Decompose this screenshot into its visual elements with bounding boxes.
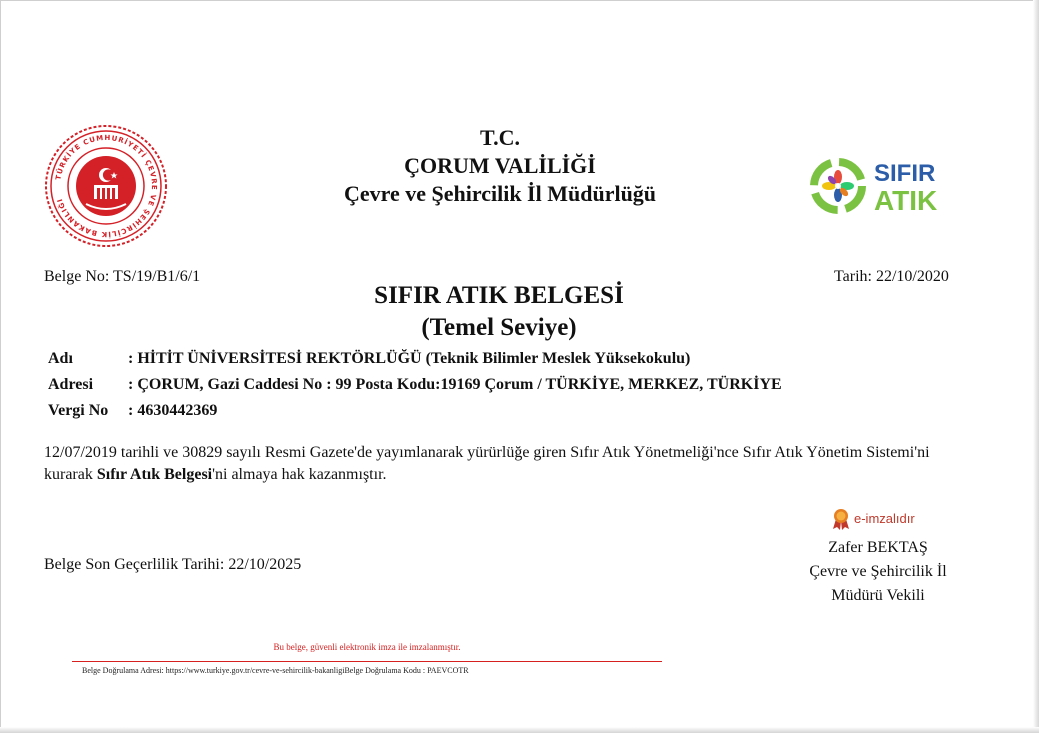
info-label: Vergi No (48, 402, 109, 419)
statement-text-end: 'ni almaya hak kazanmıştır. (212, 466, 387, 483)
header-governorship: ÇORUM VALİLİĞİ (404, 153, 596, 178)
validity-date: Belge Son Geçerlilik Tarihi: 22/10/2025 (44, 556, 302, 573)
certificate-title-main: SIFIR ATIK BELGESİ (374, 282, 624, 309)
header-directorate: Çevre ve Şehircilik İl Müdürlüğü (343, 181, 657, 206)
award-ribbon-icon (832, 508, 850, 530)
signer-title: Çevre ve Şehircilik İl (809, 563, 947, 580)
info-row-address (48, 372, 782, 398)
svg-text:ATIK: ATIK (874, 185, 938, 216)
info-row-tax-number (48, 398, 782, 424)
e-signature-badge (832, 508, 915, 530)
sifir-atik-logo (804, 150, 954, 222)
info-value: : ÇORUM, Gazi Caddesi No : 99 Posta Kodu:19169 Çorum / TÜRKİYE, MERKEZ, TÜRKİYE (128, 376, 782, 393)
signer-name: Zafer BEKTAŞ (828, 539, 928, 556)
e-signature-label: e-imzalıdır (854, 511, 915, 526)
document-number: Belge No: TS/19/B1/6/1 (44, 268, 201, 285)
document-date: Tarih: 22/10/2020 (834, 268, 949, 285)
statement-text: 12/07/2019 tarihli ve 30829 sayılı Resmi Gazete'de yayımlanarak yürürlüğe giren Sıfır Atık Yönetmeliği'nce Sıfır Atık Yönetim Sistemi'ni kurarak (44, 444, 930, 483)
certificate-title (0, 280, 998, 344)
statement-certificate-name: Sıfır Atık Belgesi (96, 466, 213, 483)
e-signature-note: Bu belge, güvenli elektronik imza ile imzalanmıştır. (273, 642, 461, 652)
page-shadow-right (1033, 0, 1039, 733)
info-label: Adresi (48, 376, 94, 393)
svg-text:SIFIR: SIFIR (874, 160, 936, 187)
certificate-level: (Temel Seviye) (421, 314, 577, 341)
signer-block (798, 536, 958, 608)
institution-info (48, 346, 782, 424)
signer-title-continued: Müdürü Vekili (831, 587, 925, 604)
certificate-statement (44, 442, 944, 486)
info-value: : 4630442369 (128, 402, 218, 419)
verification-info: Belge Doğrulama Adresi: https://www.turkiye.gov.tr/cevre-ve-sehircilik-bakanligiBelge Doğrulama Kodu : PAEVCOTR (82, 666, 469, 675)
info-label: Adı (48, 350, 73, 367)
footer-divider (72, 661, 662, 662)
svg-text:TÜRKİYE CUMHURİYETİ ÇEVRE VE Ş: TÜRKİYE CUMHURİYETİ ÇEVRE VE ŞEHİRCİLİK BAKANLIĞI (54, 133, 159, 239)
header-tc: T.C. (480, 125, 520, 150)
info-value: : HİTİT ÜNİVERSİTESİ REKTÖRLÜĞÜ (Teknik Bilimler Meslek Yüksekokulu) (128, 350, 691, 367)
page-shadow-bottom (0, 727, 1039, 733)
info-row-name (48, 346, 782, 372)
